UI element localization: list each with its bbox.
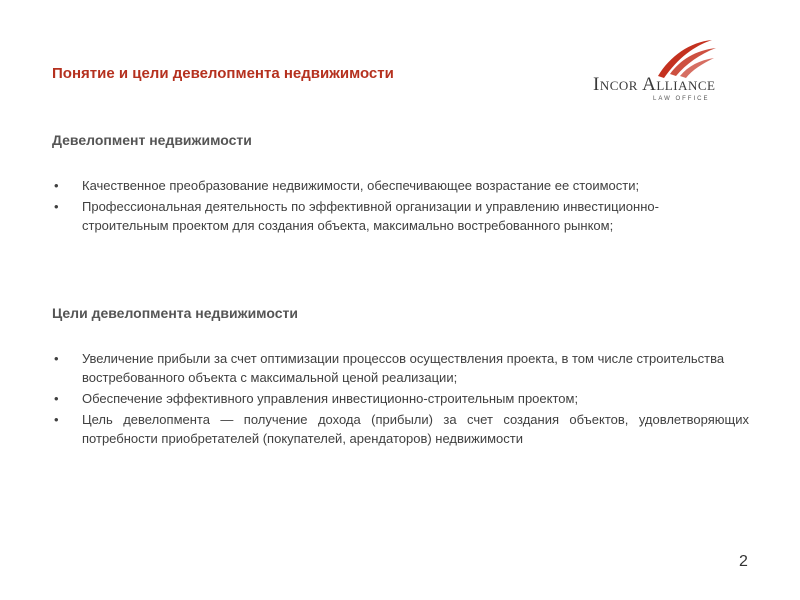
logo-name: Incor Alliance (593, 74, 716, 95)
list-item: • Увеличение прибыли за счет оптимизации процессов осуществления проекта, в том числе строительства востребованного объекта с максимальной ценой реализации; (52, 349, 749, 387)
list-item: • Профессиональная деятельность по эффективной организации и управлению инвестиционно-строительным проектом для создания объекта, максимально востребованного рынком; (52, 197, 749, 235)
section-goals (52, 305, 749, 450)
slide-title: Понятие и цели девелопмента недвижимости (52, 65, 394, 82)
bullet-list (52, 176, 749, 235)
section-development (52, 132, 749, 237)
list-item: • Качественное преобразование недвижимости, обеспечивающее возрастание ее стоимости; (52, 176, 749, 195)
company-logo (588, 36, 778, 108)
logo-subtitle: LAW OFFICE (653, 96, 710, 102)
list-item: • Обеспечение эффективного управления инвестиционно-строительным проектом; (52, 389, 749, 408)
section-heading: Девелопмент недвижимости (52, 132, 252, 148)
section-heading: Цели девелопмента недвижимости (52, 305, 298, 321)
page-number: 2 (739, 553, 748, 570)
list-item: • Цель девелопмента — получение дохода (прибыли) за счет создания объектов, удовлетворяющих потребности приобретателей (покупателей, арендаторов) недвижимости (52, 410, 749, 448)
bullet-list (52, 349, 749, 448)
